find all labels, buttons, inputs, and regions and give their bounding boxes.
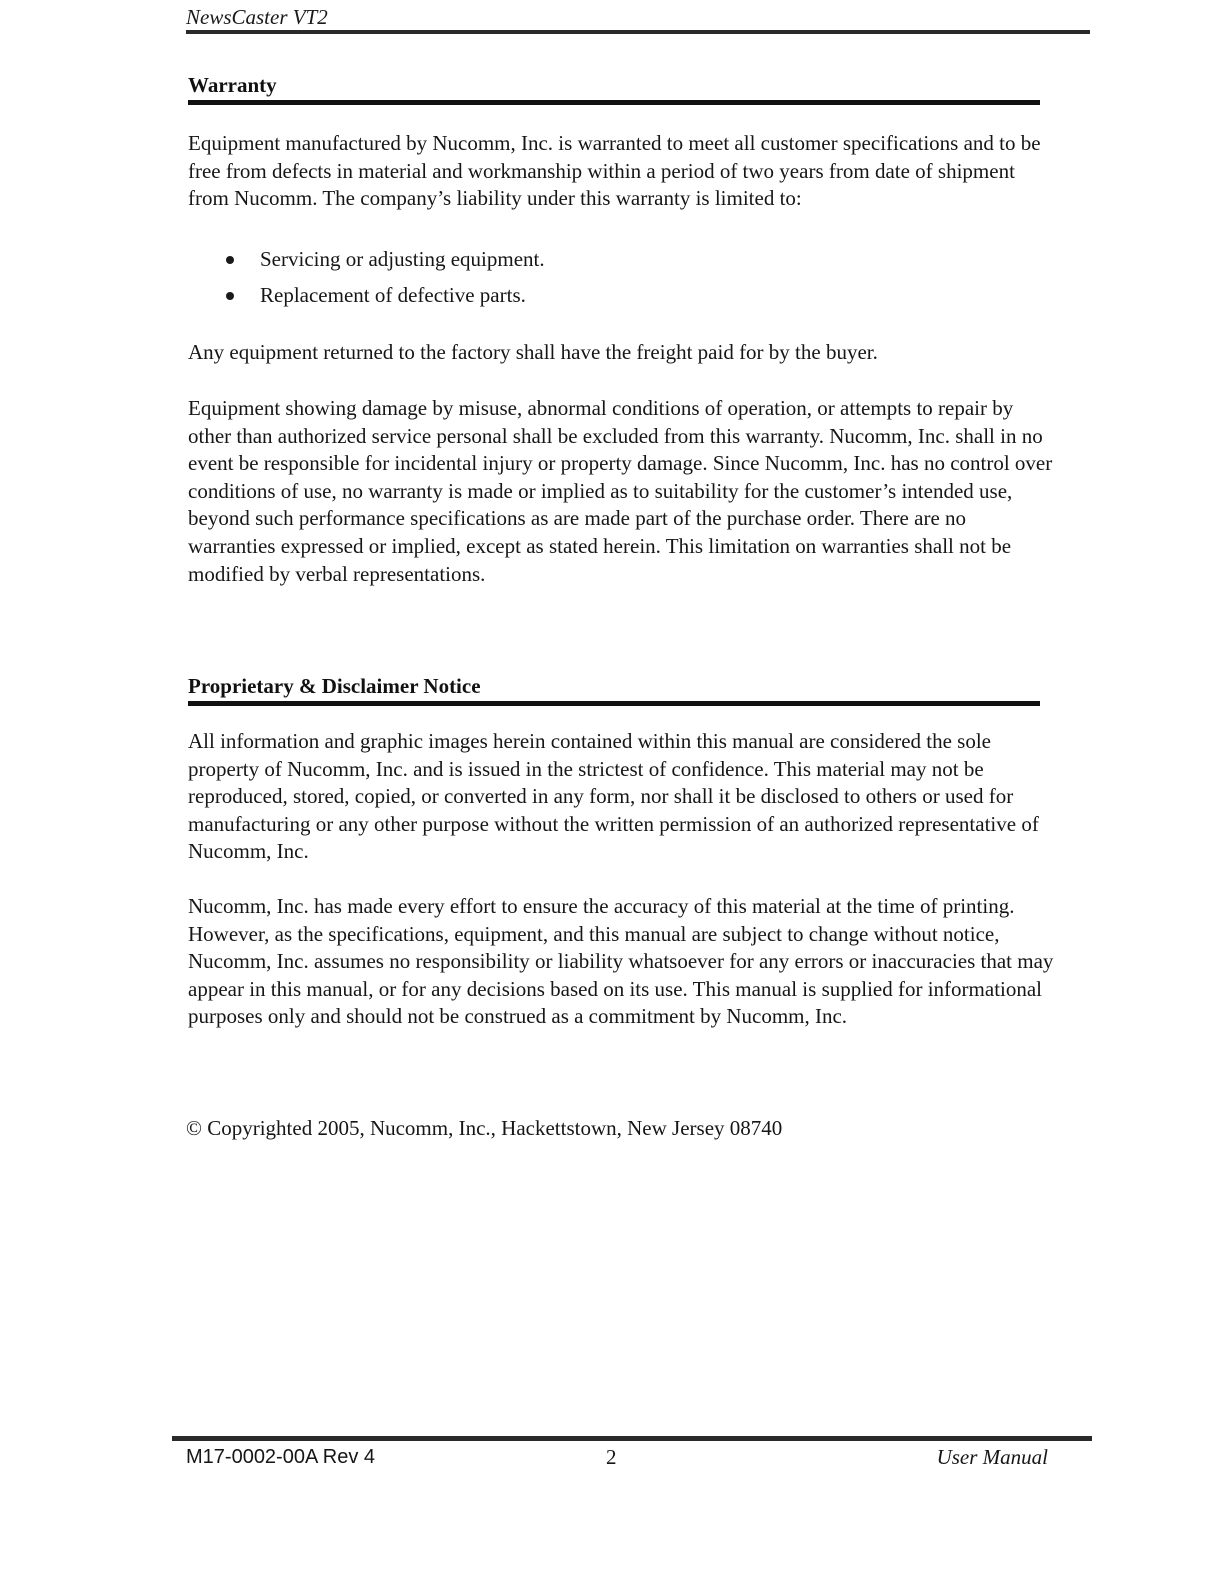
footer-rule	[172, 1436, 1092, 1441]
warranty-heading: Warranty	[188, 73, 277, 97]
warranty-heading-rule	[188, 100, 1040, 105]
disclaimer-paragraph: Nucomm, Inc. has made every effort to ensure the accuracy of this material at the time of printing. However, as the specifications, equipment, and this manual are subject to change without notice, Nucomm, Inc. assumes no responsibility or liability whatsoever for any errors or inaccuracies that may appear in this manual, or for any decisions based on its use. This manual is supplied for informational purposes only and should not be construed as a commitment by Nucomm, Inc.	[188, 894, 1054, 1029]
document-type: User Manual	[936, 1445, 1048, 1469]
header-rule	[186, 30, 1090, 34]
freight-paragraph: Any equipment returned to the factory shall have the freight paid for by the buyer.	[188, 340, 878, 364]
bullet-icon	[226, 292, 234, 300]
proprietary-heading: Proprietary & Disclaimer Notice	[188, 674, 481, 698]
bullet-text: Servicing or adjusting equipment.	[260, 247, 545, 271]
list-item	[222, 282, 545, 318]
copyright-notice: © Copyrighted 2005, Nucomm, Inc., Hackettstown, New Jersey 08740	[186, 1116, 783, 1140]
warranty-bullet-list	[222, 246, 545, 318]
bullet-icon	[226, 256, 234, 264]
exclusions-paragraph: Equipment showing damage by misuse, abnormal conditions of operation, or attempts to repair by other than authorized service personal shall be excluded from this warranty. Nucomm, Inc. shall in no event be responsible for incidental injury or property damage. Since Nucomm, Inc. has no control over conditions of use, no warranty is made or implied as to suitability for the customer’s intended use, beyond such performance specifications as are made part of the purchase order. There are no warranties expressed or implied, except as stated herein. This limitation on warranties shall not be modified by verbal representations.	[188, 396, 1053, 586]
warranty-intro-paragraph: Equipment manufactured by Nucomm, Inc. is warranted to meet all customer specifications and to be free from defects in material and workmanship within a period of two years from date of shipment from Nucomm. The company’s liability under this warranty is limited to:	[188, 131, 1041, 211]
proprietary-heading-rule	[188, 701, 1040, 706]
document-number: M17-0002-00A Rev 4	[186, 1446, 376, 1468]
page-number: 2	[606, 1445, 617, 1469]
proprietary-paragraph: All information and graphic images herein contained within this manual are considered the sole property of Nucomm, Inc. and is issued in the strictest of confidence. This material may not be reproduced, stored, copied, or converted in any form, nor shall it be disclosed to others or used for manufacturing or any other purpose without the written permission of an authorized representative of Nucomm, Inc.	[188, 729, 1039, 864]
list-item	[222, 246, 545, 282]
running-header-title: NewsCaster VT2	[186, 5, 328, 29]
bullet-text: Replacement of defective parts.	[260, 283, 526, 307]
